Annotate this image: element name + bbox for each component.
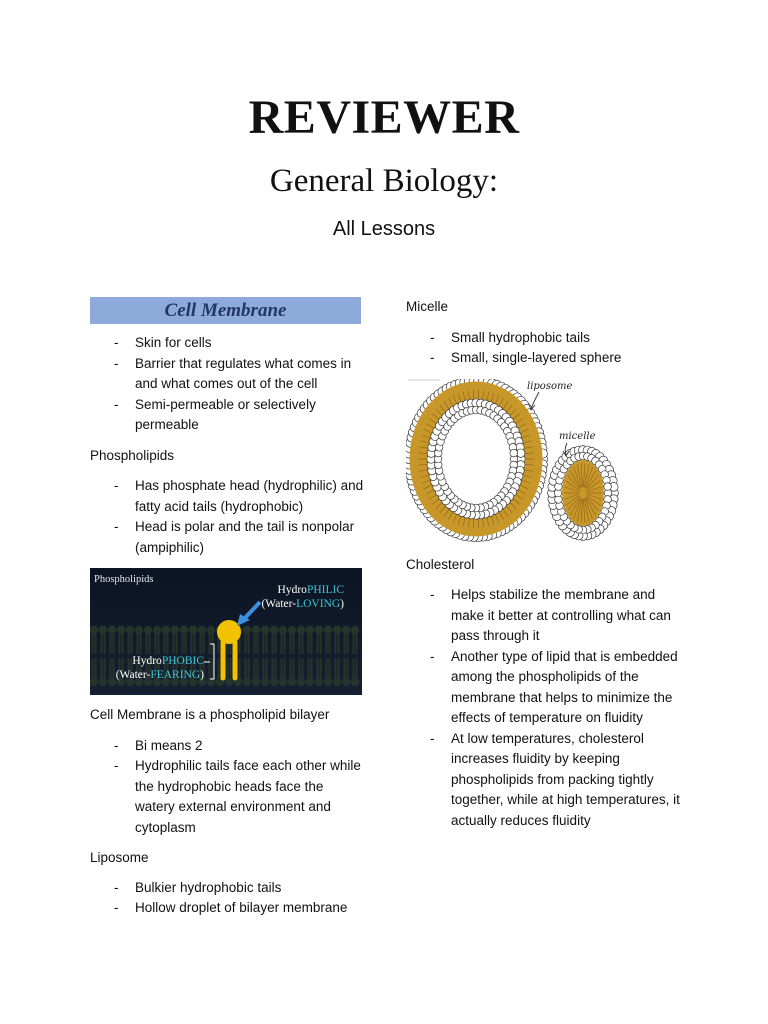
section-heading-cell-membrane: Cell Membrane <box>90 297 361 324</box>
phospholipids-list <box>90 476 365 558</box>
list-item: - Small hydrophobic tails <box>406 328 688 349</box>
right-column <box>406 297 688 831</box>
list-item: - Has phosphate head (hydrophilic) and fatty acid tails (hydrophobic) <box>90 476 365 517</box>
liposome-micelle-image <box>406 379 638 545</box>
liposome-figure-label: liposome <box>527 380 573 392</box>
micelle-list <box>406 328 688 369</box>
image-title: Phospholipids <box>94 574 154 585</box>
liposome-micelle-illustration <box>406 379 638 545</box>
cholesterol-label: Cholesterol <box>406 556 475 572</box>
list-item: - Skin for cells <box>90 333 365 354</box>
cholesterol-list <box>406 585 688 831</box>
list-item: - Hydrophilic tails face each other while the hydrophobic heads face the watery external environment and cytoplasm <box>90 756 365 838</box>
document-title: REVIEWER <box>248 91 520 144</box>
document-subtitle: General Biology: <box>269 163 499 199</box>
phospholipids-label: Phospholipids <box>90 447 175 463</box>
liposome-label: Liposome <box>90 850 149 865</box>
list-item: - Small, single-layered sphere <box>406 348 688 369</box>
lessons-caption: All Lessons <box>332 218 436 240</box>
liposome-list <box>90 878 365 919</box>
list-item: - Barrier that regulates what comes in and what comes out of the cell <box>90 354 365 395</box>
micelle-figure-label: micelle <box>559 430 596 442</box>
list-item: - Another type of lipid that is embedded among the phospholipids of the membrane that helps to minimize the effects of temperature on fluidity <box>406 647 688 729</box>
bilayer-list <box>90 736 365 839</box>
hydrophilic-label: HydroPHILIC (Water-LOVING) <box>261 584 344 610</box>
bilayer-label: Cell Membrane is a phospholipid bilayer <box>90 707 330 722</box>
list-item: - Hollow droplet of bilayer membrane <box>90 898 365 919</box>
list-item: - Semi-permeable or selectively permeable <box>90 395 365 436</box>
micelle-label: Micelle <box>406 299 449 314</box>
cell-membrane-list <box>90 333 365 436</box>
list-item: - Head is polar and the tail is nonpolar (ampiphilic) <box>90 517 365 558</box>
phospholipid-bilayer-image <box>90 568 362 695</box>
list-item: - Bulkier hydrophobic tails <box>90 878 365 899</box>
list-item: - Helps stabilize the membrane and make it better at controlling what can pass through it <box>406 585 688 647</box>
list-item: - Bi means 2 <box>90 736 365 757</box>
list-item: - At low temperatures, cholesterol increases fluidity by keeping phospholipids from packing tightly together, while at high temperatures, it actually reduces fluidity <box>406 729 688 832</box>
left-column <box>90 297 365 919</box>
hydrophobic-label: HydroPHOBIC (Water-FEARING) <box>115 655 204 681</box>
